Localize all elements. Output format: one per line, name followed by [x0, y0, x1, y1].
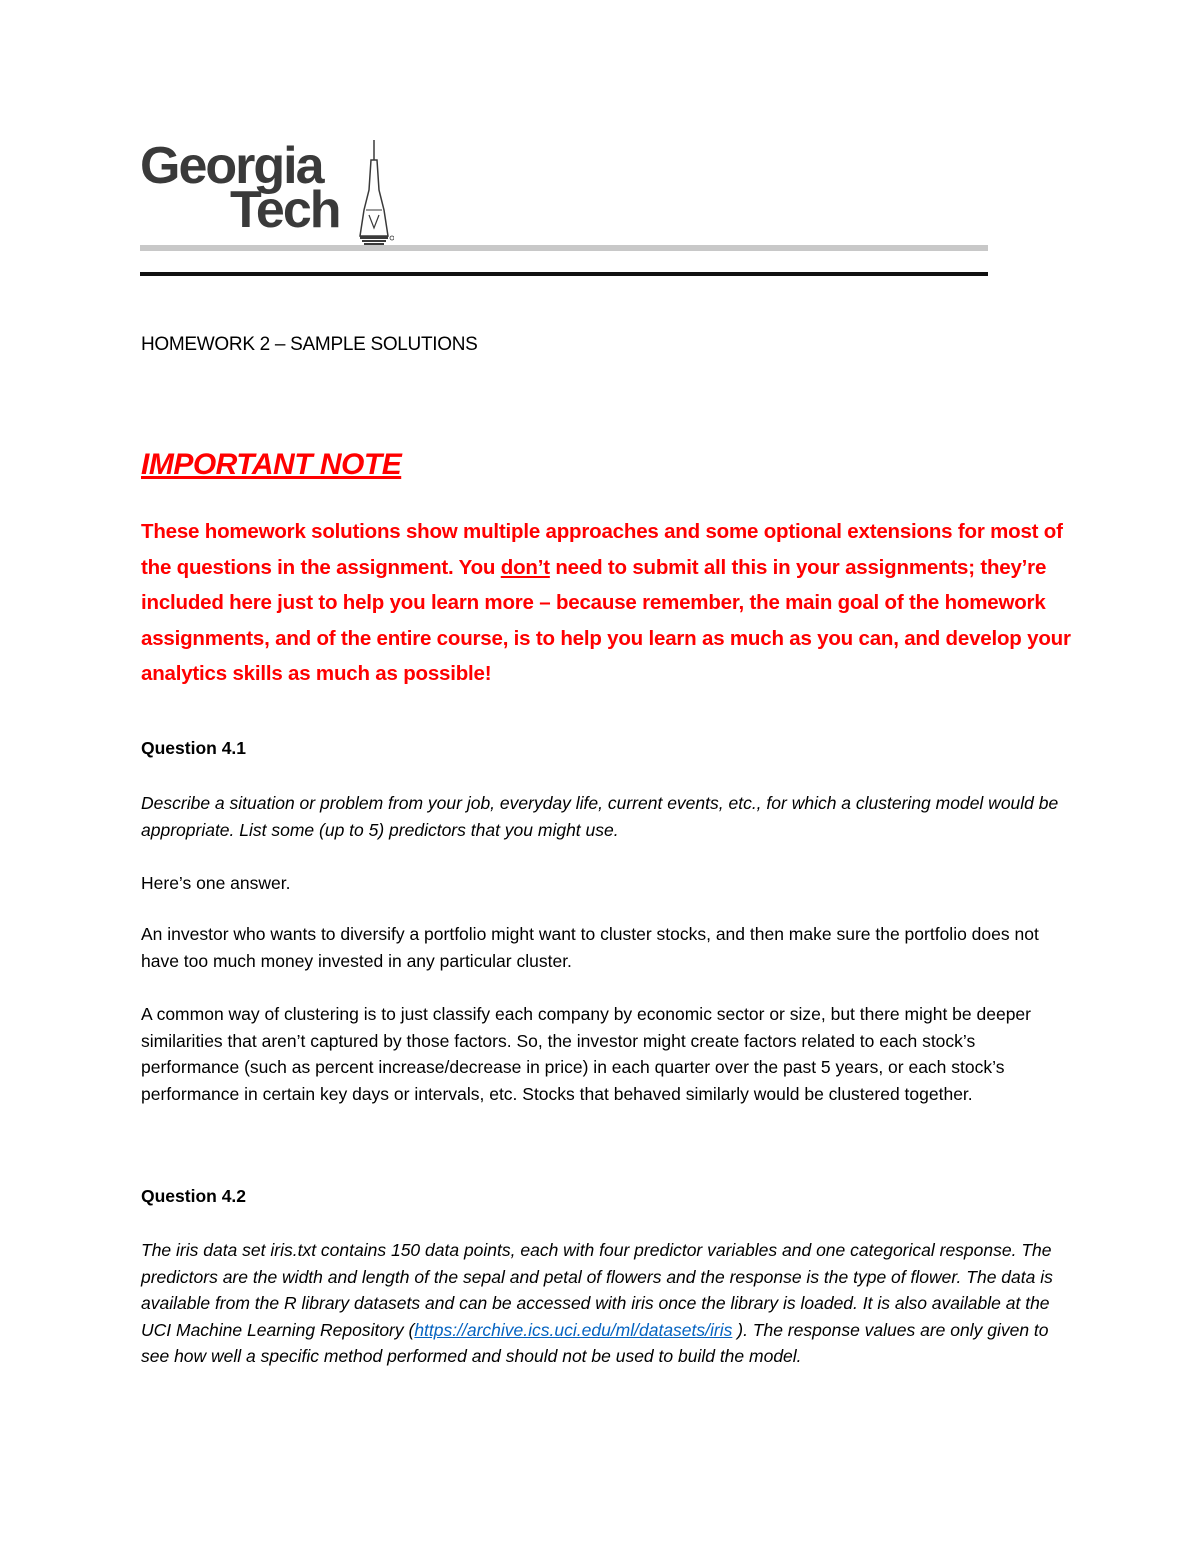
- question-4-2-heading: Question 4.2: [141, 1186, 247, 1206]
- q42-prompt-part1: The iris data set iris.txt contains 150 data points, each with four predictor variables and one categorical response. The predictors are the width and length of the sepal and petal of flowers and the response is the type of flower. The data is available from the R library datasets and can be accessed with iris once the library is loaded. It is also available at the UCI Machine Learning Repository (: [141, 1240, 1053, 1340]
- answer-paragraph-2: A common way of clustering is to just classify each company by economic sector or size, but there might be deeper similarities that aren’t captured by those factors. So, the investor might create factors related to each stock’s performance (such as percent increase/decrease in price) in each quarter over the past 5 years, or each stock’s performance in certain key days or intervals, etc. Stocks that behaved similarly would be clustered together.: [141, 1004, 1031, 1104]
- question-4-1-prompt: Describe a situation or problem from your job, everyday life, current events, etc., for which a clustering model would be appropriate. List some (up to 5) predictors that you might use.: [141, 793, 1059, 840]
- question-4-2-prompt: [141, 1237, 1066, 1370]
- note-text-part2: need to submit all this in your assignments; they’re included here just to help you learn more – because remember, the main goal of the homework assignments, and of the entire course, is to help you learn as much as you can, and develop your analytics skills as much as possible!: [141, 555, 1071, 685]
- answer-paragraph-1: An investor who wants to diversify a portfolio might want to cluster stocks, and then make sure the portfolio does not have too much money invested in any particular cluster.: [141, 924, 1039, 971]
- header-black-rule: [140, 272, 988, 276]
- header-gray-rule: [140, 245, 988, 251]
- note-text-part1: These homework solutions show multiple approaches and some optional extensions for most of the questions in the assignment. You: [141, 520, 1063, 579]
- georgia-tech-logo: [140, 137, 410, 250]
- logo-line-2: Tech: [230, 181, 340, 239]
- uci-repository-link[interactable]: https://archive.ics.uci.edu/ml/datasets/iris: [414, 1319, 733, 1340]
- important-note-body: [141, 514, 1071, 692]
- question-4-1-heading: Question 4.1: [141, 738, 247, 758]
- important-note-heading: IMPORTANT NOTE: [141, 448, 402, 481]
- tech-tower-icon: [354, 140, 394, 246]
- answer-intro: Here’s one answer.: [141, 873, 291, 893]
- q42-prompt-part2: ). The response values are only given to see how well a specific method performed and should not be used to build the model.: [141, 1319, 1049, 1366]
- note-text-underlined: don’t: [500, 555, 550, 579]
- logo-line-1: Georgia: [140, 137, 323, 195]
- document-title: HOMEWORK 2 – SAMPLE SOLUTIONS: [141, 334, 478, 355]
